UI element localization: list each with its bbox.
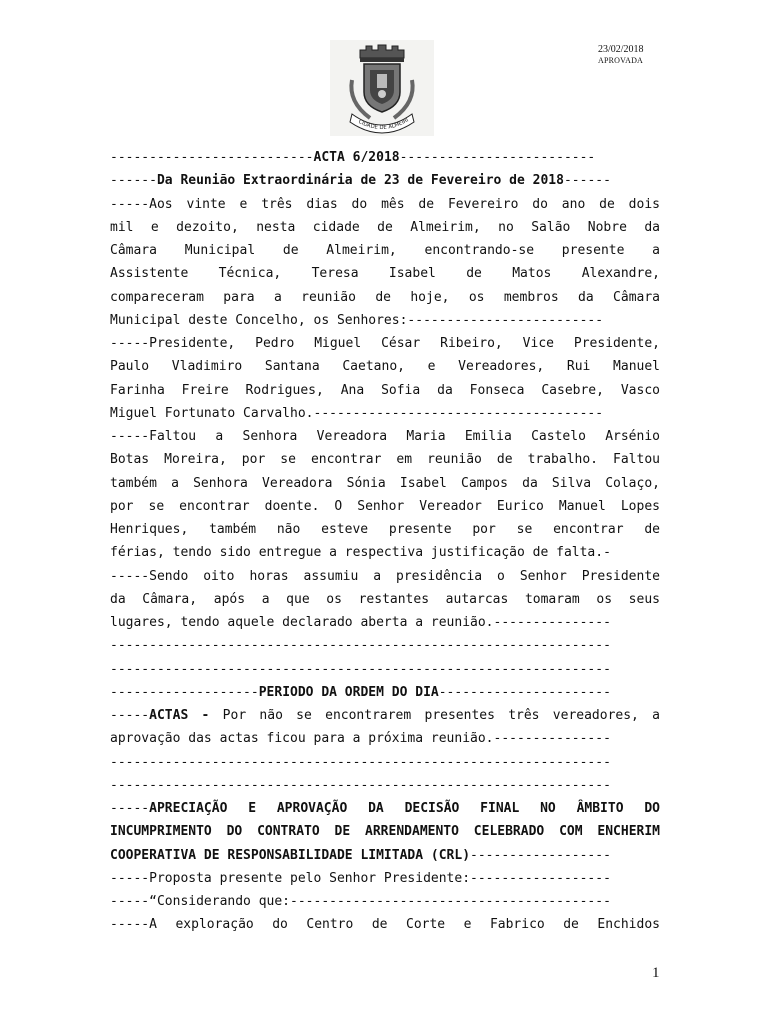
text-line: -----Faltou a Senhora Vereadora Maria Emilia Castelo Arsénio bbox=[110, 429, 660, 444]
text-line bbox=[110, 820, 660, 843]
bold-heading: INCUMPRIMENTO DO CONTRATO DE ARRENDAMENTO CELEBRADO COM ENCHERIM bbox=[110, 824, 660, 840]
text-line: por se encontrar doente. O Senhor Vereador Eurico Manuel Lopes bbox=[110, 498, 660, 514]
text-line: Farinha Freire Rodrigues, Ana Sofia da Fonseca Casebre, Vasco bbox=[110, 382, 660, 398]
bold-heading: ACTAS - bbox=[149, 708, 210, 723]
line-lead: ------------------- bbox=[110, 684, 259, 700]
bold-heading: COOPERATIVA DE RESPONSABILIDADE LIMITADA (CRL) bbox=[110, 847, 471, 863]
text-line bbox=[110, 146, 660, 169]
text-line: ---------------------------------------------------------------- bbox=[110, 754, 611, 770]
bold-heading: Da Reunião Extraordinária de 23 de Fevereiro de 2018 bbox=[156, 173, 564, 189]
text-line: mil e dezoito, nesta cidade de Almeirim, no Salão Nobre da bbox=[110, 219, 660, 235]
line-trail: Por não se encontrarem presentes três vereadores, a bbox=[209, 708, 660, 723]
line-lead: -------------------------- bbox=[110, 150, 314, 165]
text-line: aprovação das actas ficou para a próxima reunião.--------------- bbox=[110, 731, 611, 747]
text-line bbox=[110, 704, 660, 727]
coat-of-arms-image bbox=[330, 40, 434, 136]
line-lead: ------ bbox=[110, 173, 157, 189]
line-trail: ------ bbox=[563, 173, 611, 189]
line-trail: ---------------------- bbox=[438, 684, 611, 700]
bold-heading: APRECIAÇÃO E APROVAÇÃO DA DECISÃO FINAL NO ÂMBITO DO bbox=[149, 801, 660, 816]
minutes-body bbox=[110, 146, 660, 937]
line-trail: ------------------------- bbox=[399, 150, 596, 165]
line-lead: ----- bbox=[110, 801, 150, 816]
approval-stamp bbox=[598, 44, 644, 66]
text-line: ---------------------------------------------------------------- bbox=[110, 777, 611, 793]
text-line: da Câmara, após a que os restantes autarcas tomaram os seus bbox=[110, 591, 660, 607]
text-line: Paulo Vladimiro Santana Caetano, e Vereadores, Rui Manuel bbox=[110, 359, 660, 375]
text-line: Miguel Fortunato Carvalho.------------------------------------- bbox=[110, 405, 604, 421]
text-line: compareceram para a reunião de hoje, os membros da Câmara bbox=[110, 289, 660, 305]
text-line bbox=[110, 681, 660, 704]
municipal-coat-of-arms bbox=[330, 40, 434, 136]
text-line: ---------------------------------------------------------------- bbox=[110, 661, 611, 677]
line-lead: ----- bbox=[110, 708, 150, 723]
text-line: lugares, tendo aquele declarado aberta a reunião.--------------- bbox=[110, 615, 611, 630]
text-line: Assistente Técnica, Teresa Isabel de Matos Alexandre, bbox=[110, 266, 660, 282]
approval-date: 23/02/2018 bbox=[598, 44, 644, 55]
line-trail: ------------------ bbox=[470, 847, 611, 863]
text-line: também a Senhora Vereadora Sónia Isabel Campos da Silva Colaço, bbox=[110, 475, 660, 491]
text-line: -----Presidente, Pedro Miguel César Ribeiro, Vice Presidente, bbox=[110, 336, 660, 351]
text-line: -----“Considerando que:----------------------------------------- bbox=[110, 894, 611, 909]
text-line: Henriques, também não esteve presente por se encontrar de bbox=[110, 522, 660, 537]
bold-heading: ACTA 6/2018 bbox=[313, 150, 400, 165]
emblem-motto-text: CIDADE DE ALMEIRI bbox=[357, 117, 410, 132]
text-line bbox=[110, 169, 660, 192]
approval-status: APROVADA bbox=[598, 56, 644, 65]
text-line: férias, tendo sido entregue a respectiva justificação de falta.- bbox=[110, 545, 611, 561]
text-line bbox=[110, 844, 660, 867]
page-number: 1 bbox=[652, 965, 660, 981]
bold-heading: PERIODO DA ORDEM DO DIA bbox=[258, 684, 439, 700]
text-line: -----Proposta presente pelo Senhor Presidente:------------------ bbox=[110, 870, 611, 886]
text-line: Municipal deste Concelho, os Senhores:------------------------- bbox=[110, 312, 604, 328]
text-line: ---------------------------------------------------------------- bbox=[110, 638, 611, 654]
text-line bbox=[110, 797, 660, 820]
text-line: -----Sendo oito horas assumiu a presidência o Senhor Presidente bbox=[110, 568, 660, 584]
text-line: Câmara Municipal de Almeirim, encontrando-se presente a bbox=[110, 243, 660, 258]
text-line: -----A exploração do Centro de Corte e Fabrico de Enchidos bbox=[110, 917, 660, 933]
text-line: Botas Moreira, por se encontrar em reunião de trabalho. Faltou bbox=[110, 452, 660, 468]
text-line: -----Aos vinte e três dias do mês de Fevereiro do ano de dois bbox=[110, 196, 660, 212]
